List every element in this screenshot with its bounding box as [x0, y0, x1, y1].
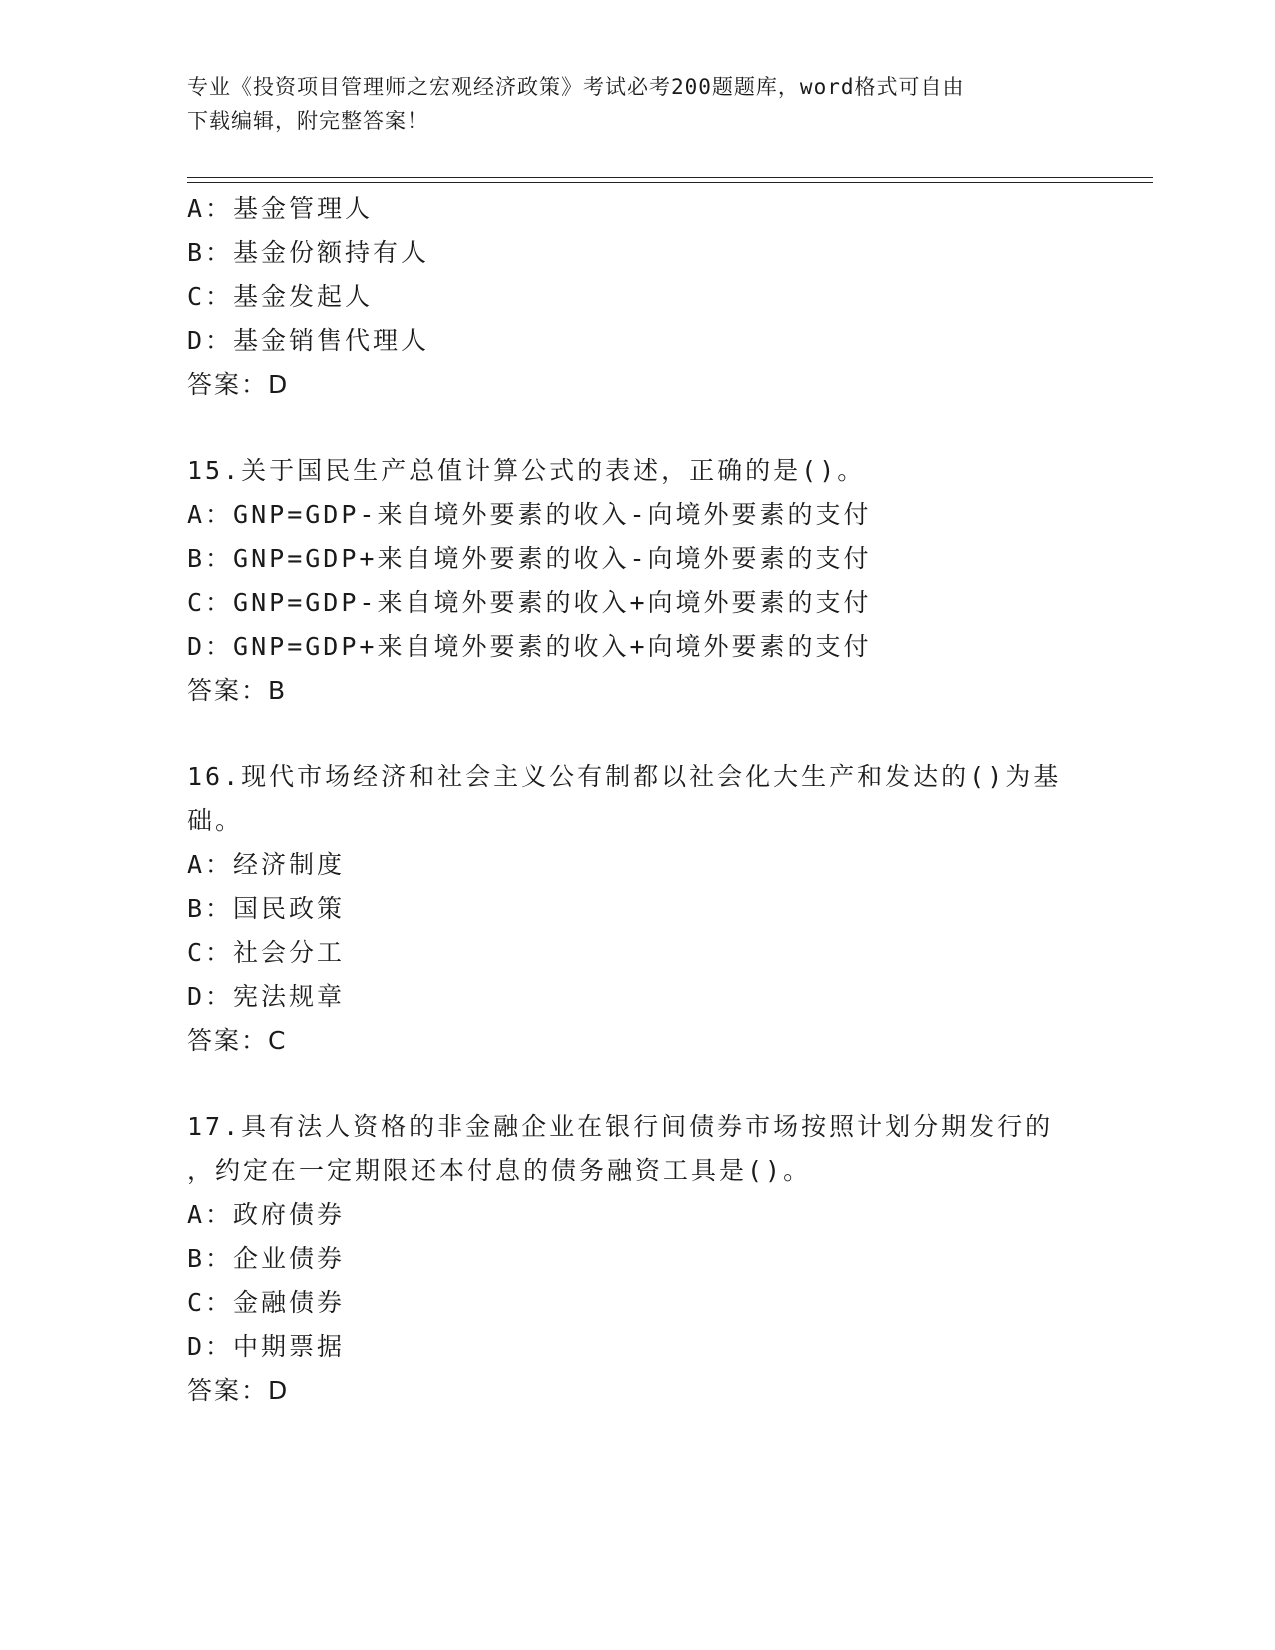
q16-stem-line-2: 础。: [187, 806, 244, 835]
q15-option-a: A：GNP=GDP-来自境外要素的收入-向境外要素的支付: [187, 500, 872, 529]
q17-stem-line-1: 17.具有法人资格的非金融企业在银行间债券市场按照计划分期发行的: [187, 1112, 1054, 1141]
header-line-2: 下载编辑，附完整答案！: [187, 109, 429, 133]
q16-option-b: B：国民政策: [187, 894, 346, 923]
q15-option-d: D：GNP=GDP+来自境外要素的收入+向境外要素的支付: [187, 632, 872, 661]
q17-option-b: B：企业债券: [187, 1244, 346, 1273]
q17-option-c: C：金融债券: [187, 1288, 346, 1317]
header-rule-bottom: [187, 182, 1153, 183]
q17-option-a: A：政府债券: [187, 1200, 346, 1229]
q15-answer: 答案：B: [187, 676, 288, 705]
q17-answer: 答案：D: [187, 1376, 290, 1405]
q17-stem-line-2: ，约定在一定期限还本付息的债务融资工具是()。: [187, 1156, 812, 1185]
q16-option-a: A：经济制度: [187, 850, 346, 879]
q15-stem: 15.关于国民生产总值计算公式的表述，正确的是()。: [187, 456, 866, 485]
q14-option-b: B：基金份额持有人: [187, 238, 430, 267]
q17-option-d: D：中期票据: [187, 1332, 346, 1361]
q16-stem-line-1: 16.现代市场经济和社会主义公有制都以社会化大生产和发达的()为基: [187, 762, 1062, 791]
q14-option-d: D：基金销售代理人: [187, 326, 430, 355]
q15-option-c: C：GNP=GDP-来自境外要素的收入+向境外要素的支付: [187, 588, 872, 617]
header-rule-top: [187, 177, 1153, 178]
q16-option-c: C：社会分工: [187, 938, 346, 967]
document-header: [187, 70, 1067, 138]
header-line-1: 专业《投资项目管理师之宏观经济政策》考试必考200题题库，word格式可自由: [187, 75, 965, 99]
q16-option-d: D：宪法规章: [187, 982, 346, 1011]
q15-option-b: B：GNP=GDP+来自境外要素的收入-向境外要素的支付: [187, 544, 872, 573]
q14-option-a: A：基金管理人: [187, 194, 374, 223]
q14-option-c: C：基金发起人: [187, 282, 374, 311]
q14-answer: 答案：D: [187, 370, 290, 399]
q16-answer: 答案：C: [187, 1026, 288, 1055]
